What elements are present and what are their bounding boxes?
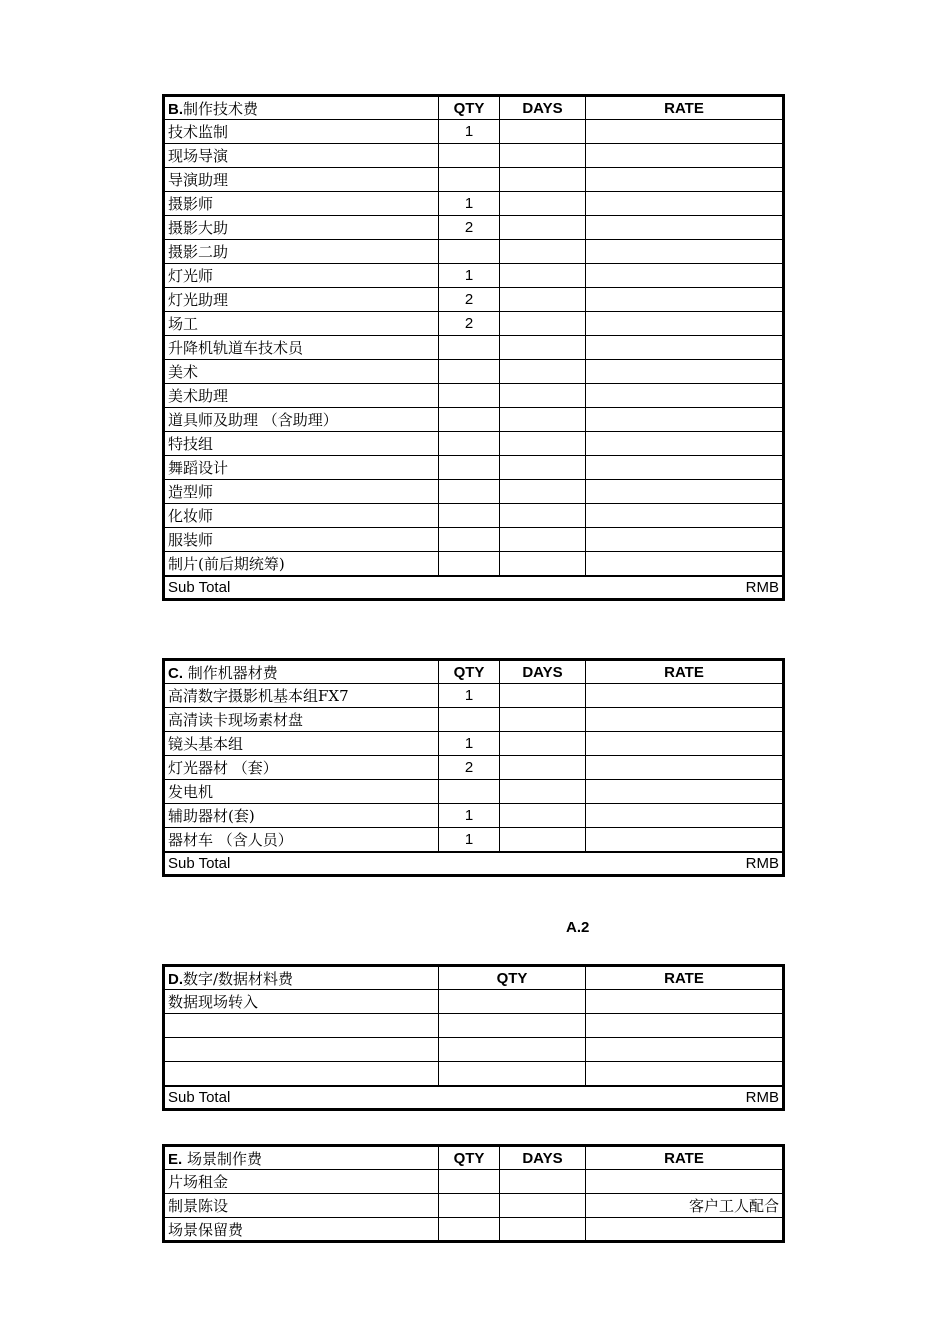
section-e-prefix: E.	[168, 1150, 183, 1168]
section-c-prefix: C.	[168, 664, 183, 682]
section-b-item-cell: 现场导演	[164, 144, 439, 168]
subtotal-currency: RMB	[586, 1086, 784, 1110]
section-e-rate-cell	[586, 1218, 784, 1242]
section-c-qty-cell	[439, 780, 500, 804]
section-b-rate-cell	[586, 360, 784, 384]
section-b-rate-cell	[586, 432, 784, 456]
table-row	[164, 432, 784, 456]
section-c-rate-cell	[586, 684, 784, 708]
subtotal-row	[164, 1086, 784, 1110]
section-b-days-cell	[500, 288, 586, 312]
table-row	[164, 240, 784, 264]
subtotal-label: Sub Total	[164, 852, 586, 876]
section-b-rate-cell	[586, 312, 784, 336]
table-row	[164, 528, 784, 552]
section-c-days-cell	[500, 828, 586, 852]
section-b-col-rate: RATE	[586, 96, 784, 120]
section-d-prefix: D.	[168, 970, 183, 988]
section-e-rate-cell: 客户工人配合	[586, 1194, 784, 1218]
section-c-col-rate: RATE	[586, 660, 784, 684]
section-c-rate-cell	[586, 804, 784, 828]
section-e-table	[162, 1144, 785, 1243]
section-c-rate-cell	[586, 780, 784, 804]
section-e-item-cell: 制景陈设	[164, 1194, 439, 1218]
section-c-days-cell	[500, 804, 586, 828]
section-b-item-cell: 道具师及助理 （含助理）	[164, 408, 439, 432]
section-c-col-days: DAYS	[500, 660, 586, 684]
section-b-item-cell: 服装师	[164, 528, 439, 552]
section-b-item-cell: 导演助理	[164, 168, 439, 192]
section-d-rate-cell	[586, 1014, 784, 1038]
table-row	[164, 384, 784, 408]
section-e-col-rate: RATE	[586, 1146, 784, 1170]
table-row	[164, 264, 784, 288]
section-e-col-days: DAYS	[500, 1146, 586, 1170]
section-b-table	[162, 94, 785, 601]
section-d-header-row	[164, 966, 784, 990]
table-row	[164, 990, 784, 1014]
page-label: A.2	[566, 919, 590, 936]
subtotal-label: Sub Total	[164, 1086, 586, 1110]
table-row	[164, 288, 784, 312]
section-b-body	[164, 96, 784, 600]
section-b-qty-cell	[439, 360, 500, 384]
section-b-rate-cell	[586, 216, 784, 240]
table-row	[164, 480, 784, 504]
section-c-title: 制作机器材费	[183, 663, 278, 682]
section-b-rate-cell	[586, 456, 784, 480]
section-d-title-cell	[164, 966, 439, 990]
table-row	[164, 780, 784, 804]
section-b-item-cell: 摄影二助	[164, 240, 439, 264]
subtotal-row	[164, 852, 784, 876]
section-b-title-cell	[164, 96, 439, 120]
section-c-qty-cell: 1	[439, 828, 500, 852]
section-e-qty-cell	[439, 1218, 500, 1242]
section-b-days-cell	[500, 144, 586, 168]
section-e-body	[164, 1146, 784, 1242]
section-c-item-cell: 器材车 （含人员）	[164, 828, 439, 852]
section-b-days-cell	[500, 192, 586, 216]
section-b-item-cell: 摄影大助	[164, 216, 439, 240]
table-row	[164, 360, 784, 384]
section-c-item-cell: 辅助器材(套)	[164, 804, 439, 828]
section-b-header-row	[164, 96, 784, 120]
section-b-days-cell	[500, 312, 586, 336]
section-b-days-cell	[500, 480, 586, 504]
table-row	[164, 456, 784, 480]
section-d-qty-cell	[439, 1062, 586, 1086]
section-b-days-cell	[500, 552, 586, 576]
section-d-rate-cell	[586, 990, 784, 1014]
section-b-qty-cell	[439, 168, 500, 192]
section-b-qty-cell	[439, 408, 500, 432]
section-c-body	[164, 660, 784, 876]
section-b-col-days: DAYS	[500, 96, 586, 120]
table-row	[164, 120, 784, 144]
table-row	[164, 1170, 784, 1194]
section-c-header-row	[164, 660, 784, 684]
section-b-qty-cell: 1	[439, 264, 500, 288]
section-b-days-cell	[500, 168, 586, 192]
section-b-days-cell	[500, 504, 586, 528]
section-b-days-cell	[500, 456, 586, 480]
section-d-rate-cell	[586, 1062, 784, 1086]
section-d-item-cell	[164, 1014, 439, 1038]
section-b-item-cell: 化妆师	[164, 504, 439, 528]
section-c-days-cell	[500, 684, 586, 708]
section-c-col-qty: QTY	[439, 660, 500, 684]
section-b-item-cell: 舞蹈设计	[164, 456, 439, 480]
section-c-days-cell	[500, 756, 586, 780]
section-c-rate-cell	[586, 732, 784, 756]
section-e-item-cell: 场景保留费	[164, 1218, 439, 1242]
section-b-item-cell: 技术监制	[164, 120, 439, 144]
table-row	[164, 552, 784, 576]
table-row	[164, 756, 784, 780]
section-b-days-cell	[500, 264, 586, 288]
section-d-qty-cell	[439, 990, 586, 1014]
section-b-days-cell	[500, 528, 586, 552]
section-e-days-cell	[500, 1170, 586, 1194]
table-row	[164, 684, 784, 708]
section-b-title: 制作技术费	[183, 99, 259, 118]
section-e-item-cell: 片场租金	[164, 1170, 439, 1194]
section-b-days-cell	[500, 408, 586, 432]
section-b-qty-cell	[439, 384, 500, 408]
section-b-item-cell: 造型师	[164, 480, 439, 504]
section-b-days-cell	[500, 432, 586, 456]
section-d-body	[164, 966, 784, 1110]
section-b-item-cell: 美术助理	[164, 384, 439, 408]
section-e-rate-cell	[586, 1170, 784, 1194]
table-row	[164, 192, 784, 216]
section-b-rate-cell	[586, 552, 784, 576]
table-row	[164, 828, 784, 852]
section-c-qty-cell: 1	[439, 684, 500, 708]
table-row	[164, 216, 784, 240]
section-c-days-cell	[500, 780, 586, 804]
section-d-item-cell	[164, 1062, 439, 1086]
section-b-rate-cell	[586, 120, 784, 144]
section-c-title-cell	[164, 660, 439, 684]
section-c-table	[162, 658, 785, 877]
subtotal-label: Sub Total	[164, 576, 586, 600]
section-c-rate-cell	[586, 708, 784, 732]
section-d-qty-cell	[439, 1038, 586, 1062]
section-b-qty-cell	[439, 480, 500, 504]
section-b-item-cell: 制片(前后期统筹)	[164, 552, 439, 576]
section-c-qty-cell	[439, 708, 500, 732]
section-b-rate-cell	[586, 528, 784, 552]
section-e-days-cell	[500, 1194, 586, 1218]
section-d-table	[162, 964, 785, 1111]
section-b-rate-cell	[586, 240, 784, 264]
section-b-qty-cell	[439, 432, 500, 456]
table-row	[164, 312, 784, 336]
table-row	[164, 1194, 784, 1218]
table-row	[164, 1062, 784, 1086]
section-b-qty-cell	[439, 336, 500, 360]
section-d-col-rate: RATE	[586, 966, 784, 990]
section-b-days-cell	[500, 216, 586, 240]
section-b-item-cell: 升降机轨道车技术员	[164, 336, 439, 360]
section-e-header-row	[164, 1146, 784, 1170]
section-c-item-cell: 镜头基本组	[164, 732, 439, 756]
table-row	[164, 408, 784, 432]
section-e-title: 场景制作费	[182, 1149, 262, 1168]
section-c-item-cell: 灯光器材 （套）	[164, 756, 439, 780]
section-b-days-cell	[500, 360, 586, 384]
section-b-item-cell: 特技组	[164, 432, 439, 456]
section-b-rate-cell	[586, 336, 784, 360]
section-b-qty-cell: 2	[439, 312, 500, 336]
section-b-rate-cell	[586, 264, 784, 288]
section-e-days-cell	[500, 1218, 586, 1242]
section-b-days-cell	[500, 120, 586, 144]
section-d-col-qty: QTY	[439, 966, 586, 990]
subtotal-currency: RMB	[586, 852, 784, 876]
section-b-rate-cell	[586, 288, 784, 312]
section-b-qty-cell: 1	[439, 120, 500, 144]
section-c-rate-cell	[586, 828, 784, 852]
section-b-qty-cell	[439, 552, 500, 576]
section-b-rate-cell	[586, 480, 784, 504]
section-b-days-cell	[500, 240, 586, 264]
section-b-col-qty: QTY	[439, 96, 500, 120]
table-row	[164, 1218, 784, 1242]
table-row	[164, 336, 784, 360]
section-c-qty-cell: 1	[439, 804, 500, 828]
table-row	[164, 144, 784, 168]
section-b-item-cell: 灯光师	[164, 264, 439, 288]
section-e-title-cell	[164, 1146, 439, 1170]
section-b-qty-cell: 2	[439, 216, 500, 240]
section-d-item-cell	[164, 1038, 439, 1062]
section-b-qty-cell	[439, 456, 500, 480]
section-b-qty-cell	[439, 528, 500, 552]
section-b-rate-cell	[586, 168, 784, 192]
table-row	[164, 732, 784, 756]
section-b-rate-cell	[586, 384, 784, 408]
section-d-rate-cell	[586, 1038, 784, 1062]
section-b-prefix: B.	[168, 100, 183, 118]
section-b-rate-cell	[586, 144, 784, 168]
section-b-rate-cell	[586, 408, 784, 432]
section-c-days-cell	[500, 708, 586, 732]
section-e-col-qty: QTY	[439, 1146, 500, 1170]
section-b-days-cell	[500, 336, 586, 360]
section-b-item-cell: 灯光助理	[164, 288, 439, 312]
section-d-item-cell: 数据现场转入	[164, 990, 439, 1014]
table-row	[164, 1014, 784, 1038]
section-c-item-cell: 发电机	[164, 780, 439, 804]
section-c-item-cell: 高清读卡现场素材盘	[164, 708, 439, 732]
section-b-qty-cell	[439, 504, 500, 528]
section-b-item-cell: 场工	[164, 312, 439, 336]
section-c-rate-cell	[586, 756, 784, 780]
section-b-item-cell: 美术	[164, 360, 439, 384]
table-row	[164, 168, 784, 192]
section-c-qty-cell: 1	[439, 732, 500, 756]
table-row	[164, 708, 784, 732]
section-b-qty-cell	[439, 144, 500, 168]
section-b-qty-cell	[439, 240, 500, 264]
section-b-rate-cell	[586, 192, 784, 216]
table-row	[164, 804, 784, 828]
section-b-qty-cell: 1	[439, 192, 500, 216]
subtotal-currency: RMB	[586, 576, 784, 600]
section-d-qty-cell	[439, 1014, 586, 1038]
section-d-title: 数字/数据材料费	[183, 969, 294, 988]
section-b-rate-cell	[586, 504, 784, 528]
table-row	[164, 504, 784, 528]
subtotal-row	[164, 576, 784, 600]
section-c-days-cell	[500, 732, 586, 756]
table-row	[164, 1038, 784, 1062]
section-b-days-cell	[500, 384, 586, 408]
section-c-qty-cell: 2	[439, 756, 500, 780]
section-e-qty-cell	[439, 1170, 500, 1194]
section-c-item-cell: 高清数字摄影机基本组FX7	[164, 684, 439, 708]
section-b-item-cell: 摄影师	[164, 192, 439, 216]
section-b-qty-cell: 2	[439, 288, 500, 312]
section-e-qty-cell	[439, 1194, 500, 1218]
